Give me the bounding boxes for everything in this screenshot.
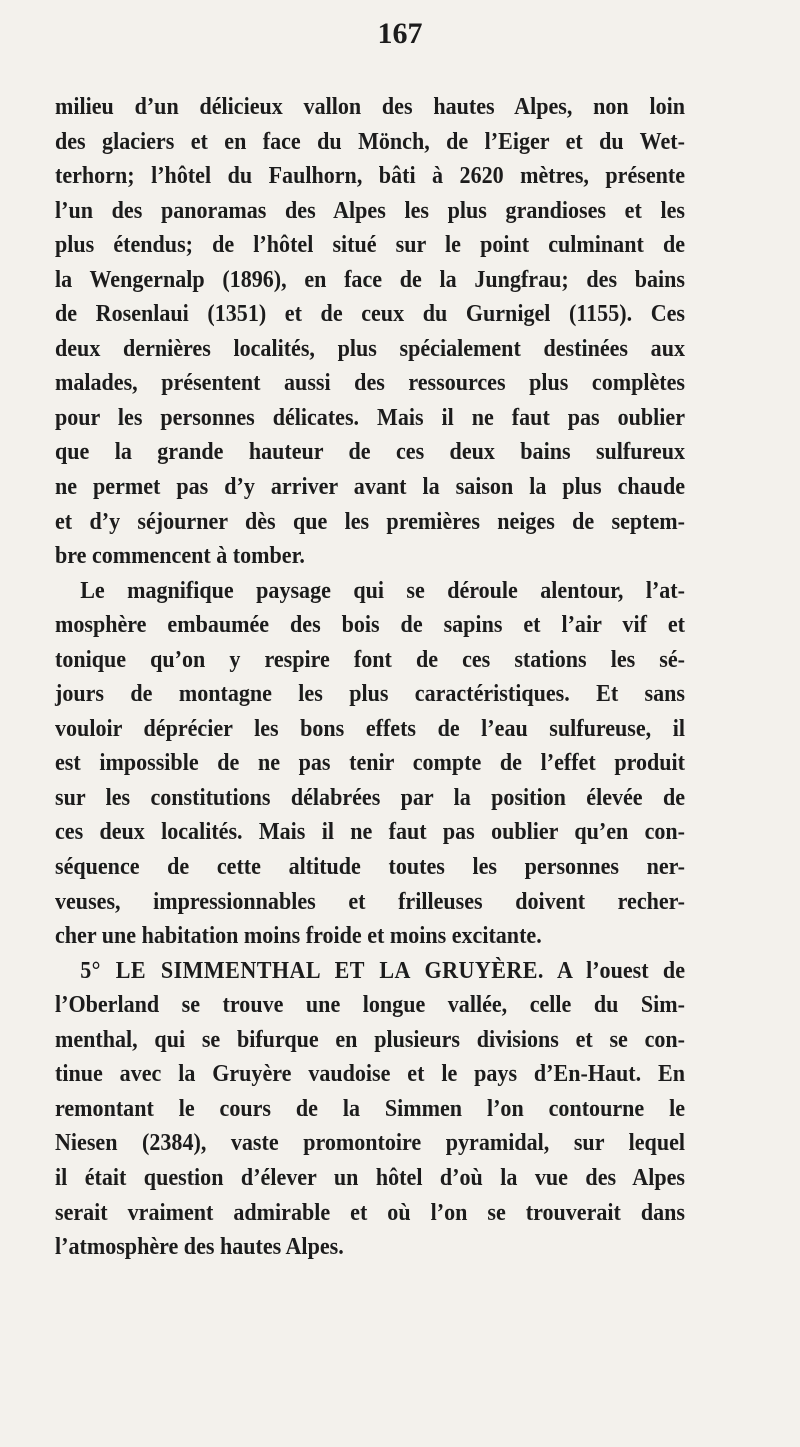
section-heading: 5° LE SIMMENTHAL ET LA GRUYÈRE. — [80, 956, 544, 984]
text-line: milieu d’un délicieux vallon des hautes Alpes, non loin — [55, 93, 685, 120]
text-line: deux dernières localités, plus spécialement destinées aux — [55, 334, 685, 362]
text-line: est impossible de ne pas tenir compte de l’effet produit — [55, 749, 685, 777]
text-line: ne permet pas d’y arriver avant la saison la plus chaude — [55, 473, 685, 501]
text-line: jours de montagne les plus caractéristiques. Et sans — [55, 680, 685, 708]
text-line: des glaciers et en face du Mönch, de l’Eiger et du Wet- — [55, 127, 685, 155]
text-line: mosphère embaumée des bois de sapins et l’air vif et — [55, 611, 685, 639]
text-line: serait vraiment admirable et où l’on se trouverait dans — [55, 1198, 685, 1226]
text-line: malades, présentent aussi des ressources plus complètes — [55, 369, 685, 397]
text-line: que la grande hauteur de ces deux bains sulfureux — [55, 438, 685, 466]
text-line — [55, 954, 685, 989]
text-line: sur les constitutions délabrées par la position élevée de — [55, 783, 685, 811]
text-line: et d’y séjourner dès que les premières neiges de septem- — [55, 507, 685, 535]
text-line: plus étendus; de l’hôtel situé sur le point culminant de — [55, 231, 685, 259]
text-line: cher une habitation moins froide et moins excitante. — [55, 922, 542, 950]
text-line: tonique qu’on y respire font de ces stations les sé- — [55, 645, 685, 673]
text-line: remontant le cours de la Simmen l’on contourne le — [55, 1094, 685, 1122]
text-line: l’un des panoramas des Alpes les plus grandioses et les — [55, 196, 685, 224]
text-line: de Rosenlaui (1351) et de ceux du Gurnigel (1155). Ces — [55, 300, 685, 328]
text-line: l’Oberland se trouve une longue vallée, celle du Sim- — [55, 991, 685, 1019]
text-line: séquence de cette altitude toutes les personnes ner- — [55, 853, 685, 881]
text-line: la Wengernalp (1896), en face de la Jungfrau; des bains — [55, 265, 685, 293]
text-line: vouloir déprécier les bons effets de l’eau sulfureuse, il — [55, 714, 685, 742]
section-heading-rest: A l’ouest de — [543, 956, 685, 984]
page-number: 167 — [377, 17, 423, 50]
text-line: ces deux localités. Mais il ne faut pas oublier qu’en con- — [55, 818, 685, 846]
text-line: terhorn; l’hôtel du Faulhorn, bâti à 2620 mètres, présente — [55, 162, 685, 190]
text-line: bre commencent à tomber. — [55, 542, 305, 570]
text-line: il était question d’élever un hôtel d’où la vue des Alpes — [55, 1163, 685, 1191]
text-line: veuses, impressionnables et frilleuses doivent recher- — [55, 887, 685, 915]
text-line: tinue avec la Gruyère vaudoise et le pays d’En-Haut. En — [55, 1060, 685, 1088]
text-line: Le magnifique paysage qui se déroule alentour, l’at- — [80, 576, 685, 604]
body-text — [55, 90, 685, 1265]
text-line: pour les personnes délicates. Mais il ne faut pas oublier — [55, 403, 685, 431]
text-line: Niesen (2384), vaste promontoire pyramidal, sur lequel — [55, 1129, 685, 1157]
text-line: l’atmosphère des hautes Alpes. — [55, 1233, 344, 1261]
text-line: menthal, qui se bifurque en plusieurs divisions et se con- — [55, 1025, 685, 1053]
